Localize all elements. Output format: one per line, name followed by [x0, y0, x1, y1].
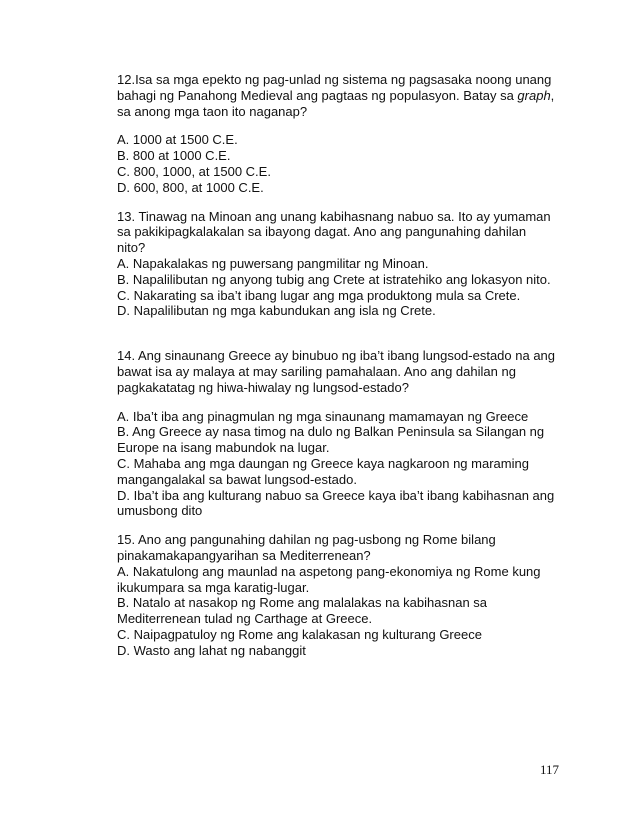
question-15-stem-line: pinakamakapangyarihan sa Mediterrenean?: [117, 547, 371, 563]
question-15-option-c: C. Naipagpatuloy ng Rome ang kalakasan ng kulturang Greece: [117, 626, 482, 642]
question-12-option-a: A. 1000 at 1500 C.E.: [117, 132, 238, 148]
question-14-option-d: D. Iba’t iba ang kulturang nabuo sa Greece kaya iba’t ibang kabihasnan ang: [117, 487, 555, 503]
question-12-stem-line: [117, 88, 567, 104]
question-12-stem-punct: ,: [550, 87, 555, 103]
question-12-option-c: C. 800, 1000, at 1500 C.E.: [117, 163, 271, 179]
question-12-option-b: B. 800 at 1000 C.E.: [117, 148, 231, 164]
question-13-stem-line: sa pakikipagkalakalan sa ibayong dagat. Ano ang pangunahing dahilan: [117, 224, 527, 240]
question-12: [117, 72, 567, 119]
question-14: [117, 348, 567, 395]
question-13-stem-line: nito?: [117, 240, 146, 256]
page-number: 117: [540, 762, 560, 777]
question-13-stem-line: 13. Tinawag na Minoan ang unang kabihasnang nabuo sa. Ito ay yumaman: [117, 208, 551, 224]
question-15-option-a: A. Nakatulong ang maunlad na aspetong pang-ekonomiya ng Rome kung: [117, 563, 541, 579]
question-15-option-a-cont: ikukumpara sa mga karatig-lugar.: [117, 579, 310, 595]
question-14-stem-line: pagkakatatag ng hiwa-hiwalay ng lungsod-estado?: [117, 379, 409, 395]
question-15-option-d: D. Wasto ang lahat ng nabanggit: [117, 642, 306, 658]
question-12-stem-text: bahagi ng Panahong Medieval ang pagtaas ng populasyon. Batay sa: [117, 87, 518, 103]
question-14-option-c: C. Mahaba ang mga daungan ng Greece kaya nagkaroon ng maraming: [117, 455, 529, 471]
question-12-option-d: D. 600, 800, at 1000 C.E.: [117, 179, 264, 195]
question-12-italic-term: graph: [517, 87, 551, 103]
question-12-stem-line: 12.Isa sa mga epekto ng pag-unlad ng sistema ng pagsasaka noong unang: [117, 72, 552, 87]
question-12-stem-line: sa anong mga taon ito naganap?: [117, 103, 308, 119]
question-14-option-d-cont: umusbong dito: [117, 503, 203, 519]
question-14-stem-line: bawat isa ay malaya at may sariling pamahalaan. Ano ang dahilan ng: [117, 363, 516, 379]
question-14-option-b: B. Ang Greece ay nasa timog na dulo ng Balkan Peninsula sa Silangan ng: [117, 424, 545, 440]
question-14-options: [117, 409, 567, 520]
question-13-option-b: B. Napalilibutan ng anyong tubig ang Crete at istratehiko ang lokasyon nito.: [117, 271, 551, 287]
question-15-option-b: B. Natalo at nasakop ng Rome ang malalakas na kabihasnan sa: [117, 595, 488, 611]
question-15-stem-line: 15. Ano ang pangunahing dahilan ng pag-usbong ng Rome bilang: [117, 532, 496, 548]
question-13-option-a: A. Napakalakas ng puwersang pangmilitar ng Minoan.: [117, 255, 429, 271]
question-14-option-b-cont: Europe na isang mabundok na lugar.: [117, 440, 330, 456]
question-13-option-c: C. Nakarating sa iba’t ibang lugar ang mga produktong mula sa Crete.: [117, 287, 521, 303]
question-14-option-c-cont: mangangalakal sa bawat lungsod-estado.: [117, 471, 357, 487]
question-12-options: [117, 132, 567, 195]
question-13: [117, 209, 567, 320]
question-13-option-d: D. Napalilibutan ng mga kabundukan ang isla ng Crete.: [117, 303, 436, 319]
question-14-stem-line: 14. Ang sinaunang Greece ay binubuo ng iba’t ibang lungsod-estado na ang: [117, 348, 556, 364]
question-15: [117, 532, 567, 658]
question-15-option-b-cont: Mediterrenean tulad ng Carthage at Greece.: [117, 611, 373, 627]
page-content: [117, 72, 567, 659]
question-14-option-a: A. Iba’t iba ang pinagmulan ng mga sinaunang mamamayan ng Greece: [117, 408, 529, 424]
